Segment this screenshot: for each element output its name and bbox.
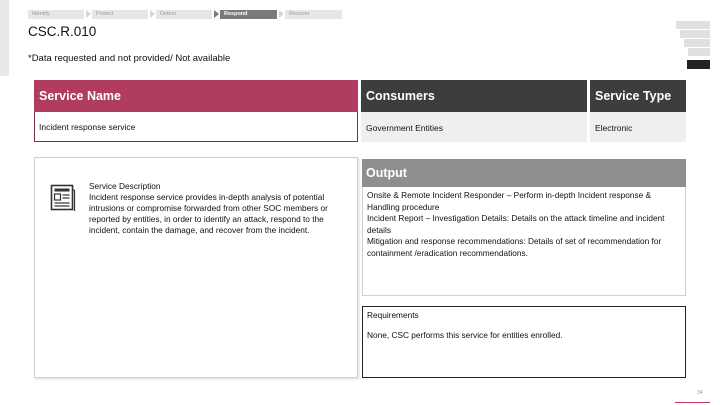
step-arrow bbox=[86, 10, 91, 18]
service-type-value: Electronic bbox=[590, 112, 686, 142]
service-name-header: Service Name bbox=[34, 80, 358, 112]
output-line: Incident Report – Investigation Details: Details on the attack timeline and incident details bbox=[367, 213, 665, 235]
requirements-panel bbox=[362, 306, 686, 378]
consumers-value: Government Entities bbox=[361, 112, 587, 142]
step-recover: Recover bbox=[285, 10, 342, 19]
step-arrow bbox=[279, 10, 284, 18]
output-line: Onsite & Remote Incident Responder – Perform in-depth Incident response & Handling procedure bbox=[367, 190, 652, 212]
step-protect: Protect bbox=[92, 10, 148, 19]
step-arrow bbox=[150, 10, 155, 18]
consumers-header: Consumers bbox=[361, 80, 587, 112]
step-detect: Detect bbox=[156, 10, 212, 19]
document-icon bbox=[50, 184, 76, 212]
step-respond: Respond bbox=[220, 10, 277, 19]
service-description-label: Service Description bbox=[89, 181, 161, 191]
footer-accent-line bbox=[675, 402, 710, 403]
service-description-panel bbox=[34, 157, 358, 378]
service-type-header: Service Type bbox=[590, 80, 686, 112]
corner-tag bbox=[687, 60, 710, 69]
output-line: Mitigation and response recommendations: Details of set of recommendation for containment /eradication recommendations. bbox=[367, 236, 662, 258]
requirements-label: Requirements bbox=[367, 310, 419, 320]
page-title: CSC.R.010 bbox=[28, 24, 97, 39]
service-description bbox=[89, 181, 355, 236]
output-header: Output bbox=[362, 159, 686, 187]
step-arrow bbox=[214, 10, 219, 18]
step-identify: Identify bbox=[28, 10, 84, 19]
data-note: *Data requested and not provided/ Not available bbox=[28, 53, 231, 64]
left-edge-strip bbox=[0, 0, 9, 76]
page-number: 34 bbox=[697, 390, 703, 396]
requirements-text: None, CSC performs this service for entities enrolled. bbox=[367, 330, 563, 340]
output-panel bbox=[362, 187, 686, 296]
service-name-value: Incident response service bbox=[34, 112, 358, 142]
service-description-text: Incident response service provides in-depth analysis of potential intrusions or compromise forwarded from other SOC members or reported by entities, in order to identify an attack, respond to the incident, contain the damage, and recover from the incident. bbox=[89, 191, 328, 235]
